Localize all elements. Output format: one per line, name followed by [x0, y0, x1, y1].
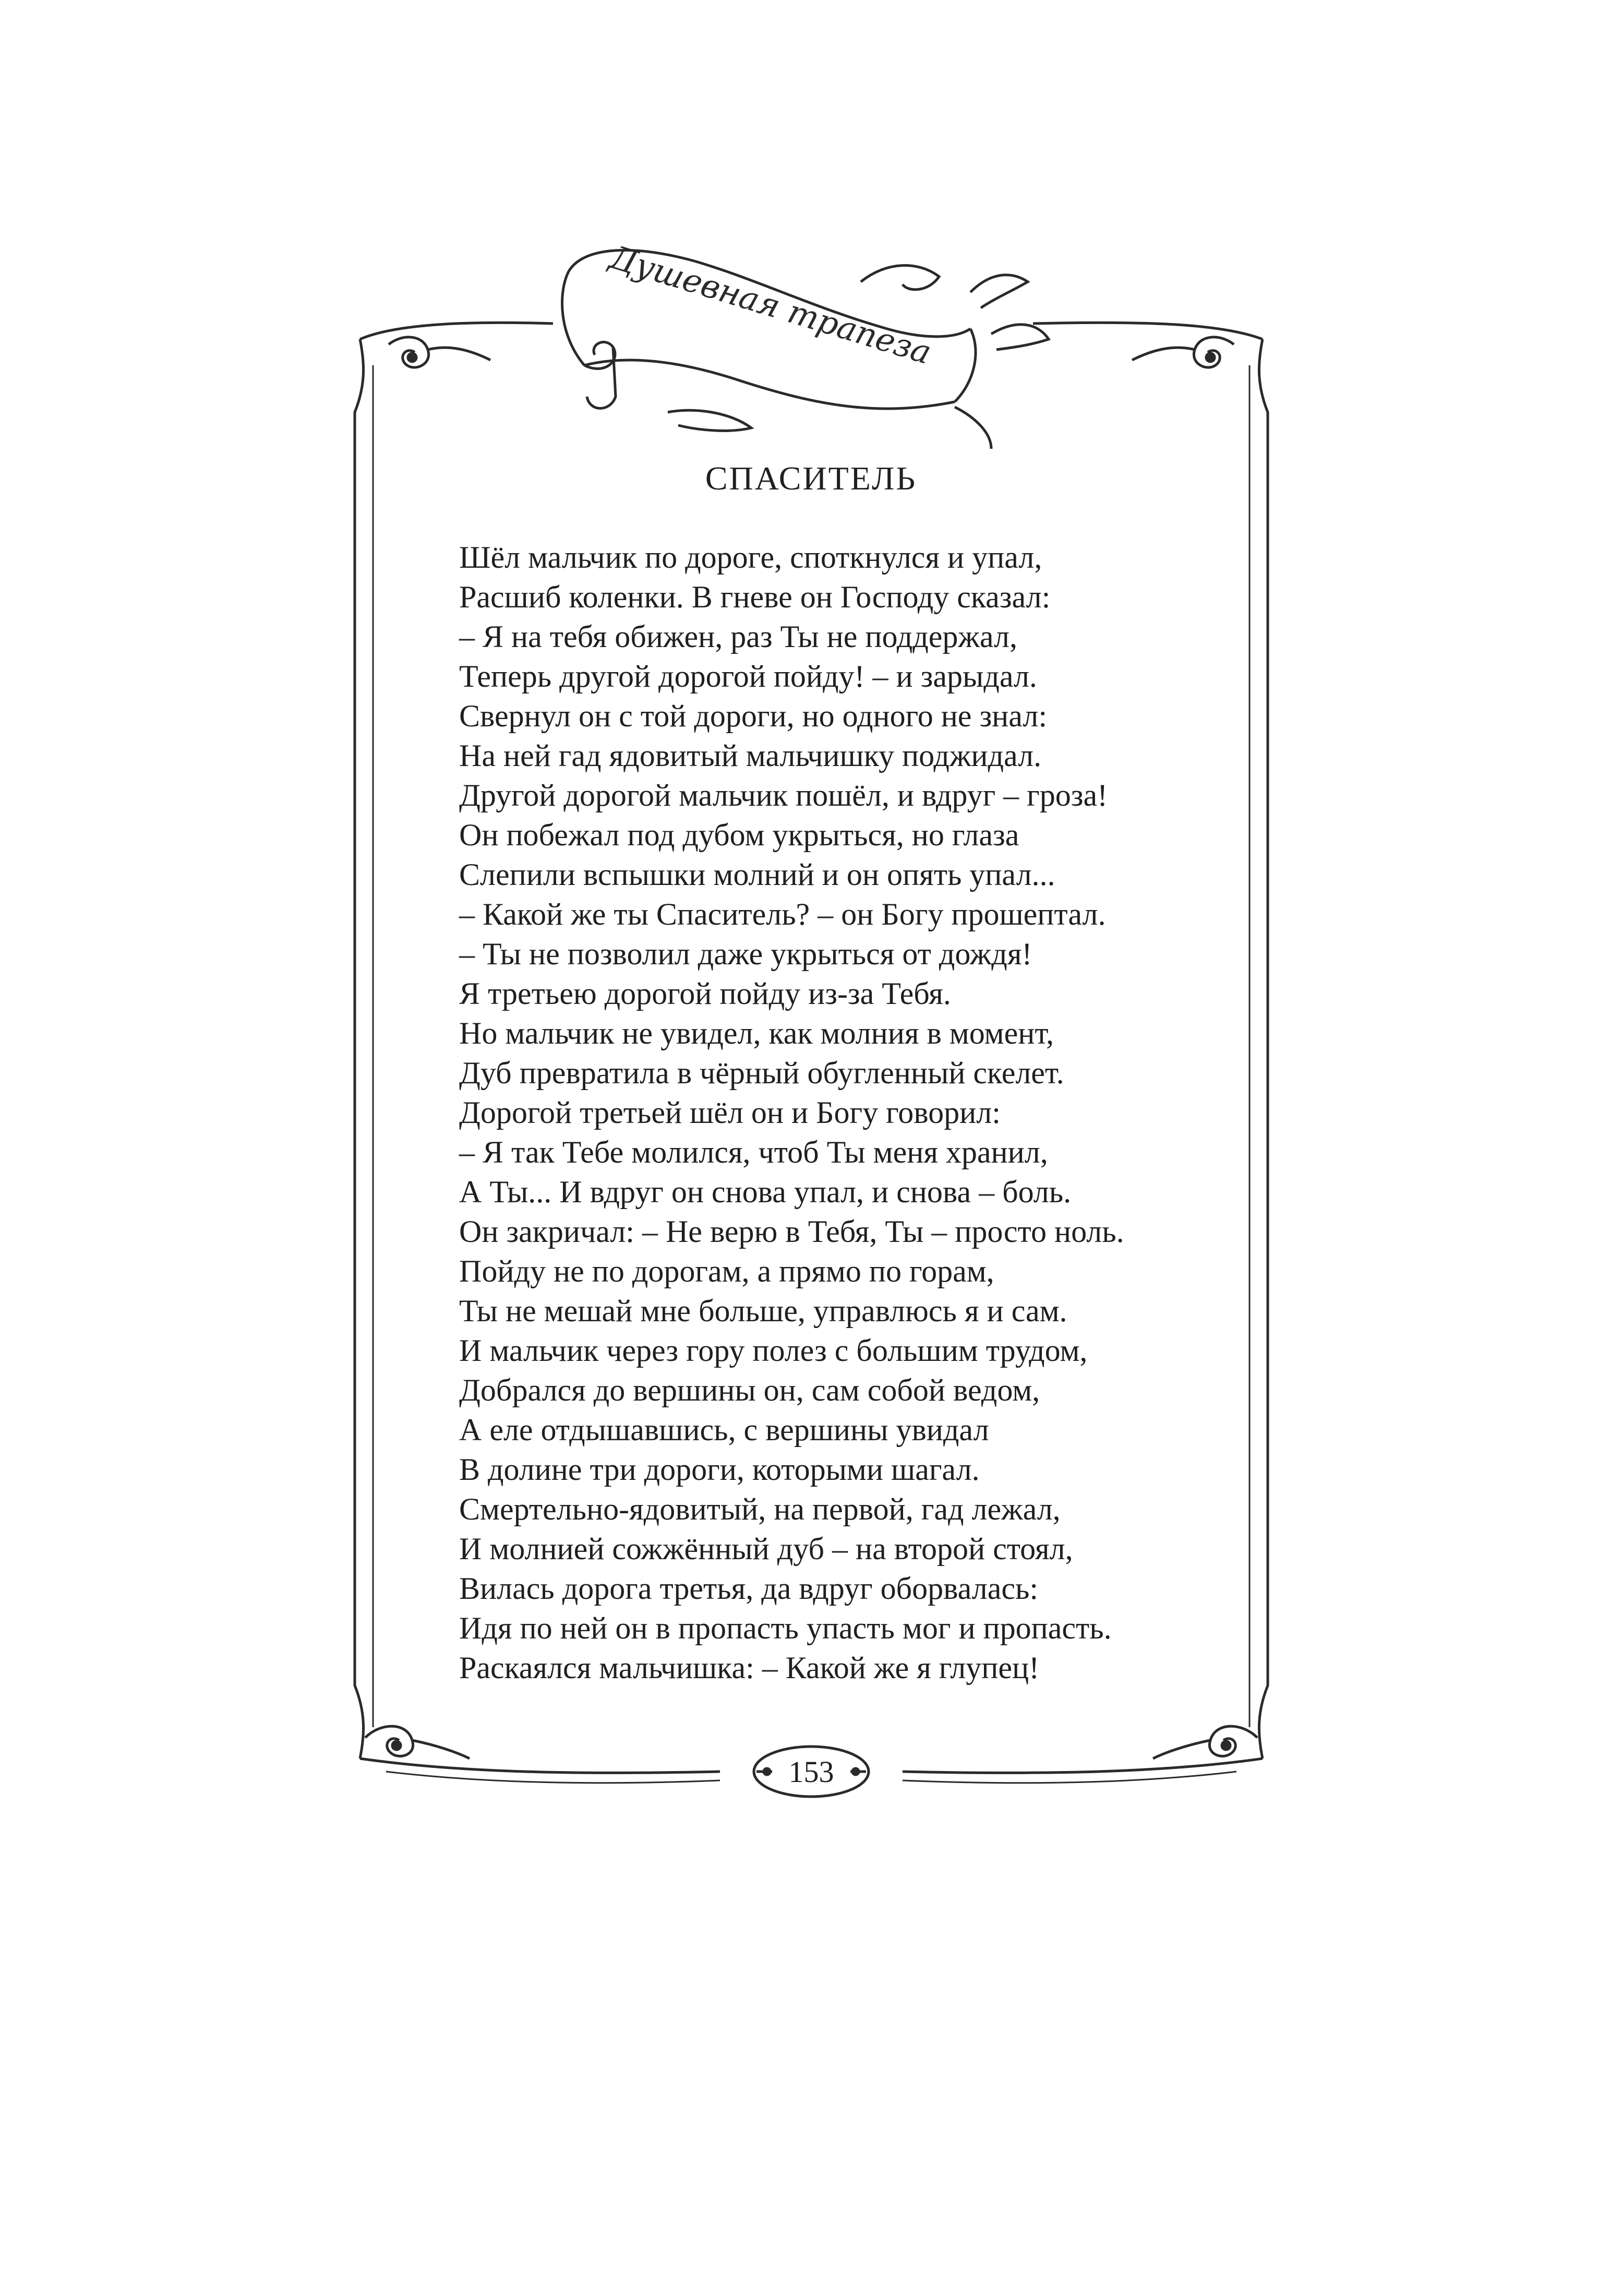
corner-ornament-top-right	[1132, 337, 1234, 367]
poem-line: Но мальчик не увидел, как молния в момент,	[459, 1016, 1054, 1050]
poem-line: – Ты не позволил даже укрыться от дождя!	[459, 937, 1032, 971]
corner-ornament-top-left	[389, 337, 490, 367]
poem-line: Теперь другой дорогой пойду! – и зарыдал.	[459, 659, 1037, 693]
poem-line: – Я на тебя обижен, раз Ты не поддержал,	[459, 619, 1017, 654]
poem-line: Я третьею дорогой пойду из-за Тебя.	[459, 976, 951, 1011]
poem-line: Пойду не по дорогам, а прямо по горам,	[459, 1254, 994, 1288]
poem-line: А Ты... И вдруг он снова упал, и снова – боль.	[459, 1175, 1072, 1209]
poem-line: В долине три дороги, которыми шагал.	[459, 1452, 980, 1487]
poem-line: Шёл мальчик по дороге, споткнулся и упал,	[459, 540, 1042, 575]
poem-line: Добрался до вершины он, сам собой ведом,	[459, 1373, 1040, 1407]
poem-line: Смертельно-ядовитый, на первой, гад лежал,	[459, 1492, 1061, 1526]
poem-line: Ты не мешай мне больше, управлюсь я и сам.	[459, 1294, 1067, 1328]
poem-line: Раскаялся мальчишка: – Какой же я глупец!	[459, 1651, 1040, 1685]
corner-ornament-bottom-right	[1153, 1726, 1257, 1759]
poem-line: На ней гад ядовитый мальчишку поджидал.	[459, 738, 1042, 773]
poem-line: – Какой же ты Спаситель? – он Богу прошептал.	[459, 897, 1106, 931]
poem-line: Он побежал под дубом укрыться, но глаза	[459, 818, 1019, 852]
poem-line: Слепили вспышки молний и он опять упал...	[459, 857, 1055, 892]
banner-text: Душевная трапеза	[605, 237, 936, 372]
poem-line: Расшиб коленки. В гневе он Господу сказал:	[459, 580, 1051, 614]
poem-line: Идя по ней он в пропасть упасть мог и пропасть.	[459, 1611, 1112, 1645]
poem-line: Вилась дорога третья, да вдруг оборвалась:	[459, 1571, 1039, 1606]
poem-line: Дорогой третьей шёл он и Богу говорил:	[459, 1095, 1001, 1130]
poem-line: И молнией сожжённый дуб – на второй стоял,	[459, 1532, 1073, 1566]
corner-ornament-bottom-left	[365, 1726, 470, 1759]
poem-line: Другой дорогой мальчик пошёл, и вдруг – гроза!	[459, 778, 1108, 812]
poem-line: А еле отдышавшись, с вершины увидал	[459, 1413, 989, 1447]
page-number: 153	[788, 1755, 834, 1789]
poem-text	[459, 537, 1242, 1688]
poem-line: И мальчик через гору полез с большим трудом,	[459, 1333, 1088, 1368]
poem-line: – Я так Тебе молился, чтоб Ты меня хранил,	[459, 1135, 1048, 1169]
poem-line: Он закричал: – Не верю в Тебя, Ты – просто ноль.	[459, 1214, 1124, 1249]
poem-title: СПАСИТЕЛЬ	[705, 460, 917, 497]
poem-line: Дуб превратила в чёрный обугленный скелет.	[459, 1056, 1064, 1090]
poem-line: Свернул он с той дороги, но одного не знал:	[459, 699, 1048, 733]
